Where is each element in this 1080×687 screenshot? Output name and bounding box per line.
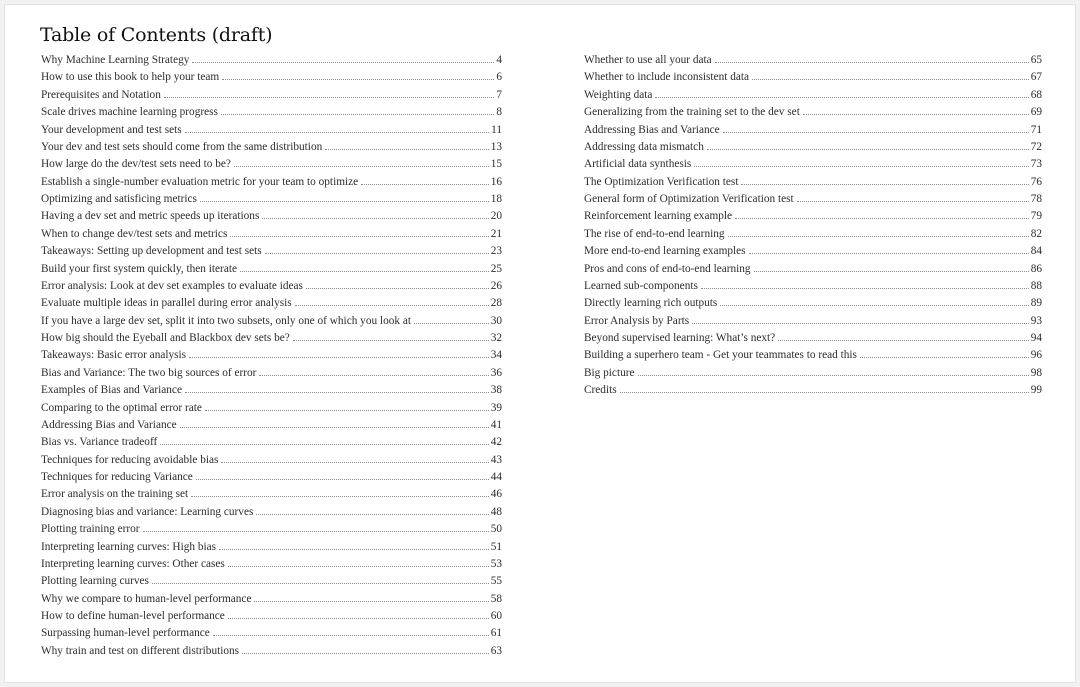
toc-entry-page-number: 53 bbox=[490, 557, 502, 570]
toc-entry[interactable] bbox=[584, 365, 1042, 382]
dot-leader bbox=[749, 253, 1029, 254]
dot-leader bbox=[213, 635, 489, 636]
toc-entry-page-number: 73 bbox=[1030, 158, 1042, 171]
toc-entry[interactable] bbox=[584, 174, 1042, 191]
toc-entry[interactable] bbox=[41, 261, 502, 278]
dot-leader bbox=[803, 114, 1029, 115]
toc-entry-page-number: 42 bbox=[490, 436, 502, 449]
toc-entry-page-number: 34 bbox=[490, 349, 502, 362]
toc-entry-page-number: 69 bbox=[1030, 106, 1042, 119]
toc-entry-page-number: 67 bbox=[1030, 71, 1042, 84]
dot-leader bbox=[262, 218, 488, 219]
toc-entry[interactable] bbox=[584, 330, 1042, 347]
dot-leader bbox=[200, 201, 489, 202]
toc-entry-title: Interpreting learning curves: Other cases bbox=[41, 557, 225, 570]
toc-entry[interactable] bbox=[41, 226, 502, 243]
toc-entry-title: Techniques for reducing avoidable bias bbox=[41, 453, 219, 466]
toc-entry-title: Plotting learning curves bbox=[41, 575, 149, 588]
toc-entry-page-number: 63 bbox=[490, 644, 502, 657]
toc-entry-title: How big should the Eyeball and Blackbox dev sets be? bbox=[41, 332, 290, 344]
toc-entry-title: Weighting data bbox=[584, 88, 653, 101]
toc-entry-page-number: 32 bbox=[490, 332, 502, 344]
dot-leader bbox=[723, 132, 1029, 133]
toc-entry[interactable] bbox=[584, 382, 1042, 399]
dot-leader bbox=[230, 236, 488, 237]
toc-entry-title: Optimizing and satisficing metrics bbox=[41, 193, 197, 205]
toc-entry-page-number: 38 bbox=[490, 384, 502, 397]
toc-entry-page-number: 60 bbox=[490, 610, 502, 622]
toc-entry[interactable] bbox=[41, 486, 502, 503]
toc-entry-page-number: 23 bbox=[490, 245, 502, 258]
toc-entry-title: Examples of Bias and Variance bbox=[41, 384, 182, 397]
dot-leader bbox=[234, 166, 489, 167]
toc-entry[interactable] bbox=[584, 69, 1042, 86]
toc-entry[interactable] bbox=[41, 434, 502, 451]
toc-entry[interactable] bbox=[41, 625, 502, 642]
dot-leader bbox=[160, 444, 488, 445]
toc-entry-title: General form of Optimization Verification test bbox=[584, 193, 794, 205]
toc-entry-page-number: 36 bbox=[490, 366, 502, 379]
toc-entry-page-number: 41 bbox=[490, 418, 502, 431]
toc-entry-title: Learned sub-components bbox=[584, 279, 698, 292]
toc-entry[interactable] bbox=[584, 191, 1042, 208]
toc-entry-page-number: 30 bbox=[490, 314, 502, 327]
toc-entry[interactable] bbox=[41, 573, 502, 590]
toc-entry-title: More end-to-end learning examples bbox=[584, 245, 746, 258]
dot-leader bbox=[701, 288, 1029, 289]
dot-leader bbox=[189, 357, 489, 358]
toc-right-column bbox=[584, 52, 1042, 400]
dot-leader bbox=[361, 184, 489, 185]
dot-leader bbox=[752, 79, 1029, 80]
dot-leader bbox=[228, 618, 489, 619]
toc-entry-title: Establish a single-number evaluation metric for your team to optimize bbox=[41, 175, 359, 188]
toc-entry[interactable] bbox=[41, 521, 502, 538]
toc-entry-page-number: 50 bbox=[490, 523, 502, 536]
toc-entry-title: Takeaways: Basic error analysis bbox=[41, 349, 187, 362]
toc-entry-title: Why Machine Learning Strategy bbox=[41, 54, 190, 66]
dot-leader bbox=[735, 218, 1029, 219]
toc-entry[interactable] bbox=[41, 191, 502, 208]
toc-entry[interactable] bbox=[41, 417, 502, 434]
toc-entry-title: How large do the dev/test sets need to be? bbox=[41, 158, 231, 171]
toc-entry-page-number: 48 bbox=[490, 505, 502, 518]
toc-entry-page-number: 4 bbox=[496, 54, 502, 66]
toc-entry-page-number: 76 bbox=[1030, 175, 1042, 188]
toc-entry-page-number: 61 bbox=[490, 627, 502, 640]
toc-entry[interactable] bbox=[41, 208, 502, 225]
dot-leader bbox=[185, 392, 489, 393]
dot-leader bbox=[221, 462, 488, 463]
toc-entry-page-number: 93 bbox=[1030, 314, 1042, 327]
toc-entry-title: Error analysis: Look at dev set examples to evaluate ideas bbox=[41, 279, 303, 292]
toc-entry-title: The rise of end-to-end learning bbox=[584, 227, 725, 240]
dot-leader bbox=[655, 97, 1028, 98]
toc-entry-page-number: 94 bbox=[1030, 332, 1042, 344]
toc-entry-page-number: 78 bbox=[1030, 193, 1042, 205]
toc-entry-title: Bias and Variance: The two big sources of error bbox=[41, 366, 257, 379]
toc-entry[interactable] bbox=[41, 174, 502, 191]
toc-entry[interactable] bbox=[584, 278, 1042, 295]
toc-entry-title: Generalizing from the training set to the dev set bbox=[584, 106, 800, 119]
toc-entry-title: Your dev and test sets should come from the same distribution bbox=[41, 140, 323, 153]
dot-leader bbox=[256, 514, 488, 515]
toc-entry-page-number: 21 bbox=[490, 227, 502, 240]
dot-leader bbox=[240, 271, 489, 272]
document-page bbox=[4, 4, 1076, 683]
toc-entry[interactable] bbox=[584, 313, 1042, 330]
toc-entry-title: Interpreting learning curves: High bias bbox=[41, 540, 217, 553]
toc-entry-title: Takeaways: Setting up development and test sets bbox=[41, 245, 262, 258]
dot-leader bbox=[728, 236, 1029, 237]
toc-entry[interactable] bbox=[41, 104, 502, 121]
dot-leader bbox=[152, 583, 489, 584]
dot-leader bbox=[222, 79, 494, 80]
toc-entry-title: Build your first system quickly, then iterate bbox=[41, 262, 237, 275]
toc-entry[interactable] bbox=[41, 452, 502, 469]
toc-entry-page-number: 39 bbox=[490, 401, 502, 414]
toc-entry-title: Error analysis on the training set bbox=[41, 488, 189, 501]
dot-leader bbox=[221, 114, 494, 115]
toc-entry[interactable] bbox=[584, 208, 1042, 225]
dot-leader bbox=[205, 410, 489, 411]
toc-entry-title: The Optimization Verification test bbox=[584, 175, 739, 188]
toc-entry[interactable] bbox=[41, 539, 502, 556]
toc-entry-title: Having a dev set and metric speeds up iterations bbox=[41, 210, 260, 223]
dot-leader bbox=[414, 323, 489, 324]
toc-entry-title: Comparing to the optimal error rate bbox=[41, 401, 202, 414]
toc-entry-page-number: 65 bbox=[1030, 54, 1042, 66]
dot-leader bbox=[797, 201, 1029, 202]
toc-entry-page-number: 71 bbox=[1030, 123, 1042, 136]
toc-entry[interactable] bbox=[41, 69, 502, 86]
toc-entry-page-number: 25 bbox=[490, 262, 502, 275]
toc-entry[interactable] bbox=[584, 139, 1042, 156]
toc-entry-page-number: 18 bbox=[490, 193, 502, 205]
toc-entry[interactable] bbox=[41, 347, 502, 364]
dot-leader bbox=[228, 566, 489, 567]
toc-entry[interactable] bbox=[41, 382, 502, 399]
toc-entry[interactable] bbox=[41, 139, 502, 156]
toc-entry-page-number: 6 bbox=[496, 71, 502, 84]
toc-entry-page-number: 44 bbox=[490, 471, 502, 483]
toc-entry-title: Pros and cons of end-to-end learning bbox=[584, 262, 751, 275]
toc-entry-page-number: 11 bbox=[491, 123, 502, 136]
dot-leader bbox=[180, 427, 489, 428]
toc-entry[interactable] bbox=[41, 330, 502, 347]
toc-entry[interactable] bbox=[41, 87, 502, 104]
toc-entry[interactable] bbox=[584, 243, 1042, 260]
toc-entry-page-number: 7 bbox=[496, 88, 502, 101]
dot-leader bbox=[720, 305, 1028, 306]
dot-leader bbox=[295, 305, 489, 306]
toc-entry-title: Bias vs. Variance tradeoff bbox=[41, 436, 158, 449]
dot-leader bbox=[707, 149, 1029, 150]
toc-entry-title: Your development and test sets bbox=[41, 123, 182, 136]
dot-leader bbox=[196, 479, 489, 480]
dot-leader bbox=[325, 149, 488, 150]
toc-entry[interactable] bbox=[41, 52, 502, 69]
toc-entry-title: Surpassing human-level performance bbox=[41, 627, 210, 640]
toc-entry-page-number: 96 bbox=[1030, 349, 1042, 362]
toc-entry[interactable] bbox=[584, 226, 1042, 243]
toc-entry[interactable] bbox=[584, 347, 1042, 364]
toc-entry-page-number: 46 bbox=[490, 488, 502, 501]
toc-entry[interactable] bbox=[584, 87, 1042, 104]
toc-entry-title: Why we compare to human-level performance bbox=[41, 592, 252, 605]
toc-entry-title: Scale drives machine learning progress bbox=[41, 106, 218, 119]
dot-leader bbox=[219, 549, 489, 550]
toc-entry-page-number: 55 bbox=[490, 575, 502, 588]
dot-leader bbox=[265, 253, 489, 254]
toc-entry-title: Plotting training error bbox=[41, 523, 140, 536]
toc-entry[interactable] bbox=[41, 122, 502, 139]
toc-entry[interactable] bbox=[41, 556, 502, 573]
toc-entry-title: Credits bbox=[584, 384, 617, 397]
toc-entry-page-number: 79 bbox=[1030, 210, 1042, 223]
toc-entry-title: Reinforcement learning example bbox=[584, 210, 733, 223]
toc-entry[interactable] bbox=[41, 504, 502, 521]
toc-entry-title: Techniques for reducing Variance bbox=[41, 471, 193, 483]
toc-entry-title: Building a superhero team - Get your teammates to read this bbox=[584, 349, 857, 362]
dot-leader bbox=[164, 97, 494, 98]
toc-entry-page-number: 28 bbox=[490, 297, 502, 310]
toc-entry-page-number: 98 bbox=[1030, 366, 1042, 379]
toc-entry[interactable] bbox=[41, 400, 502, 417]
toc-entry[interactable] bbox=[41, 243, 502, 260]
toc-entry[interactable] bbox=[41, 295, 502, 312]
dot-leader bbox=[694, 166, 1028, 167]
toc-entry[interactable] bbox=[584, 52, 1042, 69]
toc-entry-title: How to define human-level performance bbox=[41, 610, 225, 622]
toc-entry-page-number: 68 bbox=[1030, 88, 1042, 101]
dot-leader bbox=[860, 357, 1029, 358]
toc-entry[interactable] bbox=[41, 469, 502, 486]
dot-leader bbox=[620, 392, 1029, 393]
toc-entry-page-number: 72 bbox=[1030, 140, 1042, 153]
toc-entry-title: Addressing Bias and Variance bbox=[584, 123, 720, 136]
dot-leader bbox=[741, 184, 1028, 185]
toc-entry-page-number: 20 bbox=[490, 210, 502, 223]
dot-leader bbox=[259, 375, 488, 376]
toc-entry[interactable] bbox=[41, 643, 502, 660]
toc-entry-page-number: 13 bbox=[490, 140, 502, 153]
toc-entry-title: Diagnosing bias and variance: Learning curves bbox=[41, 505, 254, 518]
toc-entry-page-number: 84 bbox=[1030, 245, 1042, 258]
toc-entry[interactable] bbox=[41, 313, 502, 330]
toc-entry-title: Whether to use all your data bbox=[584, 54, 712, 66]
page-title: Table of Contents (draft) bbox=[40, 24, 273, 46]
toc-entry[interactable] bbox=[41, 591, 502, 608]
toc-entry-title: Directly learning rich outputs bbox=[584, 297, 718, 310]
toc-entry-page-number: 8 bbox=[496, 106, 502, 119]
toc-entry[interactable] bbox=[584, 122, 1042, 139]
dot-leader bbox=[185, 132, 489, 133]
toc-entry[interactable] bbox=[41, 278, 502, 295]
dot-leader bbox=[191, 496, 489, 497]
toc-entry-title: When to change dev/test sets and metrics bbox=[41, 227, 228, 240]
dot-leader bbox=[638, 375, 1029, 376]
dot-leader bbox=[306, 288, 489, 289]
toc-entry-title: How to use this book to help your team bbox=[41, 71, 220, 84]
toc-entry[interactable] bbox=[41, 156, 502, 173]
toc-entry[interactable] bbox=[584, 104, 1042, 121]
toc-entry-title: Beyond supervised learning: What’s next? bbox=[584, 332, 776, 344]
toc-entry[interactable] bbox=[584, 295, 1042, 312]
toc-entry-page-number: 99 bbox=[1030, 384, 1042, 397]
toc-entry-page-number: 43 bbox=[490, 453, 502, 466]
toc-entry-page-number: 16 bbox=[490, 175, 502, 188]
toc-entry[interactable] bbox=[41, 365, 502, 382]
toc-entry-page-number: 15 bbox=[490, 158, 502, 171]
dot-leader bbox=[293, 340, 489, 341]
toc-entry-page-number: 26 bbox=[490, 279, 502, 292]
dot-leader bbox=[778, 340, 1029, 341]
toc-entry-title: Prerequisites and Notation bbox=[41, 88, 161, 101]
toc-entry-page-number: 58 bbox=[490, 592, 502, 605]
dot-leader bbox=[692, 323, 1029, 324]
toc-entry-page-number: 88 bbox=[1030, 279, 1042, 292]
toc-entry-title: Addressing Bias and Variance bbox=[41, 418, 177, 431]
toc-entry-title: Whether to include inconsistent data bbox=[584, 71, 750, 84]
dot-leader bbox=[715, 62, 1029, 63]
dot-leader bbox=[254, 601, 488, 602]
toc-entry[interactable] bbox=[41, 608, 502, 625]
dot-leader bbox=[192, 62, 494, 63]
toc-entry-title: Evaluate multiple ideas in parallel during error analysis bbox=[41, 297, 292, 310]
toc-entry[interactable] bbox=[584, 261, 1042, 278]
toc-entry-page-number: 89 bbox=[1030, 297, 1042, 310]
dot-leader bbox=[242, 653, 489, 654]
toc-entry-page-number: 86 bbox=[1030, 262, 1042, 275]
dot-leader bbox=[143, 531, 489, 532]
toc-entry-title: Error Analysis by Parts bbox=[584, 314, 690, 327]
toc-entry-page-number: 51 bbox=[490, 540, 502, 553]
toc-entry-page-number: 82 bbox=[1030, 227, 1042, 240]
toc-entry-title: Artificial data synthesis bbox=[584, 158, 692, 171]
toc-entry-title: Big picture bbox=[584, 366, 635, 379]
dot-leader bbox=[754, 271, 1029, 272]
toc-entry-title: Why train and test on different distributions bbox=[41, 644, 240, 657]
toc-entry-title: Addressing data mismatch bbox=[584, 140, 704, 153]
toc-entry[interactable] bbox=[584, 156, 1042, 173]
toc-entry-title: If you have a large dev set, split it into two subsets, only one of which you look at bbox=[41, 314, 412, 327]
toc-left-column bbox=[41, 52, 502, 660]
